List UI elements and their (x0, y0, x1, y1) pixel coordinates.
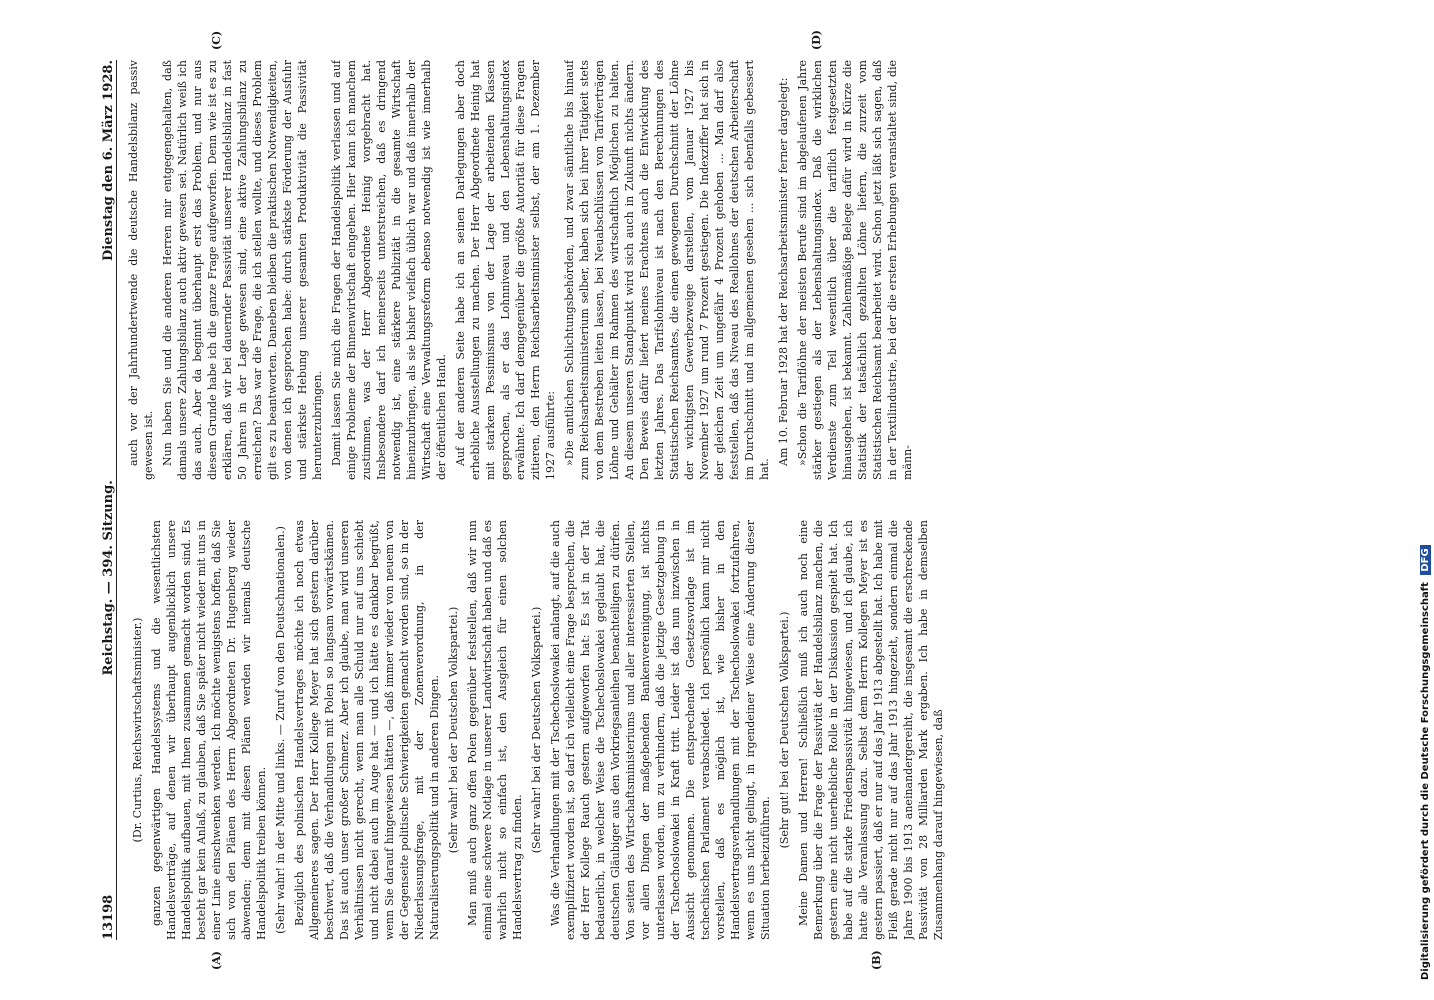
paragraph: Damit lassen Sie mich die Fragen der Handelspolitik verlassen und auf einige Probleme der Binnenwirtschaft eingehen. Hier kann ich manchem zustimmen, was der Herr Abgeordnete Heinig vorgebracht hat. Insbesondere darf ich meinerseits unterstreichen, daß es dringend notwendig ist, eine stärkere Publizität in die gesamte Wirtschaft hineinzubringen, als sie bisher vielfach üblich war und daß innerhalb der Wirtschaft eine Verwaltungsreform ebenso notwendig ist wie innerhalb der öffentlichen Hand. (330, 60, 448, 480)
left-column (126, 520, 1356, 940)
session-title: Reichstag. — 394. Sitzung. (101, 480, 116, 676)
dfg-logo: DFG (1420, 545, 1431, 574)
paragraph: Auf der anderen Seite habe ich an seinen Darlegungen aber doch erhebliche Ausstellungen zu machen. Der Herr Abgeordnete Heinig hat mit starkem Pessimismus von der Lage der arbeitenden Klassen gesprochen, als er das Lohnniveau und den Lebenshaltungsindex erwähnte. Ich darf demgegenüber die größte Autorität für diese Fragen zitieren, den Herrn Reichsarbeitsminister selbst, der am 1. Dezember 1927 ausführte: (454, 60, 557, 480)
credit-text: Digitalisierung gefördert durch die Deutsche Forschungsgemeinschaft (1420, 582, 1431, 980)
margin-mark-d: (D) (810, 30, 823, 50)
paragraph: Nun haben Sie und die anderen Herren mir entgegengehalten, daß damals unsere Zahlungsbilanz auch aktiv gewesen sei. Natürlich weiß ich das auch. Aber da beginnt überhaupt erst das Problem, und nur aus diesem Grunde habe ich die ganze Frage aufgeworfen. Denn wie ist es zu erklären, daß wir bei dauernder Passivität unserer Handelsbilanz in fast 50 Jahren in der Lage gewesen sind, eine aktive Zahlungsbilanz zu erreichen? Das war die Frage, die ich stellen wollte, und dieses Problem gilt es zu beantworten. Daneben bleiben die praktischen Notwendigkeiten, von denen ich gesprochen habe: durch stärkste Förderung der Ausfuhr und stärkste Hebung unserer gesamten Produktivität die Passivität herunterzubringen. (161, 60, 324, 480)
paragraph: auch vor der Jahrhundertwende die deutsche Handelsbilanz passiv gewesen ist. (127, 60, 155, 480)
paragraph: Meine Damen und Herren! Schließlich muß ich auch noch eine Bemerkung über die Frage der Passivität der Handelsbilanz machen, die gestern eine nicht unerhebliche Rolle in der Diskussion gespielt hat. Ich habe auf die starke Friedenspassivität hingewiesen, und ich glaube, ich hatte alle Veranlassung dazu. Selbst dem Herrn Kollegen Meyer ist es gestern passiert, daß er nur auf das Jahr 1913 abgestellt hat. Ich habe mit Fleiß gerade nicht nur auf das Jahr 1913 hingezielt, sondern einmal die Jahre 1900 bis 1913 aneinandergereiht, die insgesamt die erschreckende Passivität von 28 Milliarden Mark ergaben. Ich habe in demselben Zusammenhang darauf hingewiesen, daß (797, 520, 945, 940)
interjection: (Sehr gut! bei der Deutschen Volkspartei.) (778, 611, 791, 849)
paragraph: Bezüglich des polnischen Handelsvertrages möchte ich noch etwas Allgemeineres sagen. Der Herr Kollege Meyer hat sich gestern darüber beschwert, daß die Verhandlungen mit Polen so langsam vorwärtskämen. Das ist auch unser großer Schmerz. Aber ich glaube, man wird unseren Verhältnissen nicht gerecht, wenn man alle Schuld nur auf uns schiebt und nicht dabei auch im Auge hat — und ich hätte es dankbar begrüßt, wenn Sie darauf hingewiesen hätten —, daß immer wieder von neuem von der Gegenseite politische Schwierigkeiten gemacht worden sind, so in der Niederlassungsfrage, mit der Zonenverordnung, in der Naturalisierungspolitik und in anderen Dingen. (293, 520, 441, 940)
right-column (126, 60, 1356, 480)
interjection: (Sehr wahr! in der Mitte und links. — Zuruf von den Deutschnationalen.) (274, 526, 287, 934)
session-date: Dienstag den 6. März 1928. (101, 60, 116, 262)
page-number: 13198 (101, 894, 116, 940)
margin-mark-a: (A) (210, 951, 223, 970)
paragraph: Am 10. Februar 1928 hat der Reichsarbeitsminister ferner dargelegt: (777, 77, 790, 466)
paragraph: Was die Verhandlungen mit der Tschechoslowakei anlangt, auf die auch exemplifiziert worden ist, so darf ich vielleicht eine Frage besprechen, die der Herr Kollege Rauch gestern aufgeworfen hat: Es ist in der Tat bedauerlich, in welcher Weise die Tschechoslowakei geglaubt hat, die deutschen Gläubiger aus den Vorkriegsanleihen benachteiligen zu dürfen. Von seiten des Wirtschaftsministeriums und aller interessierten Stellen, vor allen Dingen der maßgebenden Bankenvereinigung, ist nichts unterlassen worden, um zu verhindern, daß die jetzige Gesetzgebung in der Tschechoslowakei in Kraft tritt. Leider ist das nun inzwischen in Aussicht genommen. Die entsprechende Gesetzesvorlage ist im tschechischen Parlament verabschiedet. Ich persönlich kann mir nicht vorstellen, daß es möglich ist, wie bisher in den Handelsvertragsverhandlungen mit der Tschechoslowakei fortzufahren, wenn es uns nicht gelingt, in irgendeiner Weise eine Änderung dieser Situation herbeizuführen. (549, 520, 772, 940)
interjection: (Sehr wahr! bei der Deutschen Volkspartei.) (530, 606, 543, 854)
quotation: »Schon die Tariflöhne der meisten Berufe sind im abgelaufenen Jahre stärker gestiegen als der Lebenshaltungsindex. Daß die wirklichen Verdienste zum Teil wesentlich über die tariflich festgesetzten hinausgehen, ist bekannt. Zahlenmäßige Belege dafür wird in Kürze die Statistik der tatsächlich gezahlten Löhne liefern, die zurzeit vom Statistischen Reichsamt bearbeitet wird. Schon jetzt läßt sich sagen, daß in der Textilindustrie, bei der die ersten Erhebungen veranstaltet sind, die männ- (796, 60, 914, 480)
page-body (90, 30, 1360, 970)
running-header (90, 60, 117, 940)
paragraph: ganzen gegenwärtigen Handelssystems und die wesentlichsten Handelsverträge, auf denen wir überhaupt augenblicklich unsere Handelspolitik aufbauen, mit Ihnen zusammen gemacht worden sind. Es besteht gar kein Anlaß, zu glauben, daß Sie später nicht wieder mit uns in einer Linie einschwenken werden. Ich möchte wenigstens hoffen, daß Sie sich von den Plänen des Herrn Abgeordneten Dr. Hugenberg wieder abwenden; denn mit diesen Plänen werden wir niemals deutsche Handelspolitik treiben können. (150, 520, 268, 940)
quotation: »Die amtlichen Schlichtungsbehörden, und zwar sämtliche bis hinauf zum Reichsarbeitsministerium selber, haben sich bei ihrer Tätigkeit stets von dem Bestreben leiten lassen, bei Neuabschlüssen von Tarifverträgen Löhne und Gehälter im Rahmen des wirtschaftlich Möglichen zu halten. An diesem unseren Standpunkt wird sich auch in Zukunft nichts ändern. Den Beweis dafür liefert meines Erachtens auch die Entwicklung des letzten Jahres. Das Tarifslohniveau ist nach den Berechnungen des Statistischen Reichsamtes, die einen gewogenen Durchschnitt der Löhne der wichtigsten Gewerbezweige darstellen, vom Januar 1927 bis November 1927 um rund 7 Prozent gestiegen. Die Indexziffer hat sich in der gleichen Zeit um ungefähr 4 Prozent gehoben ... Man darf also feststellen, daß das Niveau des Reallohnes der deutschen Arbeiterschaft im Durchschnitt und im allgemeinen gesehen ... sich ebenfalls gebessert hat. (563, 60, 771, 480)
margin-mark-b: (B) (870, 950, 883, 970)
interjection: (Sehr wahr! bei der Deutschen Volkspartei.) (447, 606, 460, 854)
speaker-line: (Dr. Curtius, Reichswirtschaftsminister.) (131, 617, 144, 843)
digitization-credit (1420, 545, 1431, 980)
paragraph: Man muß auch ganz offen Polen gegenüber feststellen, daß wir nun einmal eine schwere Notlage in unserer Landwirtschaft haben und daß es wahrlich nicht so einfach ist, den Ausgleich für einen solchen Handelsvertrag zu finden. (466, 520, 524, 940)
margin-mark-c: (C) (210, 30, 223, 50)
